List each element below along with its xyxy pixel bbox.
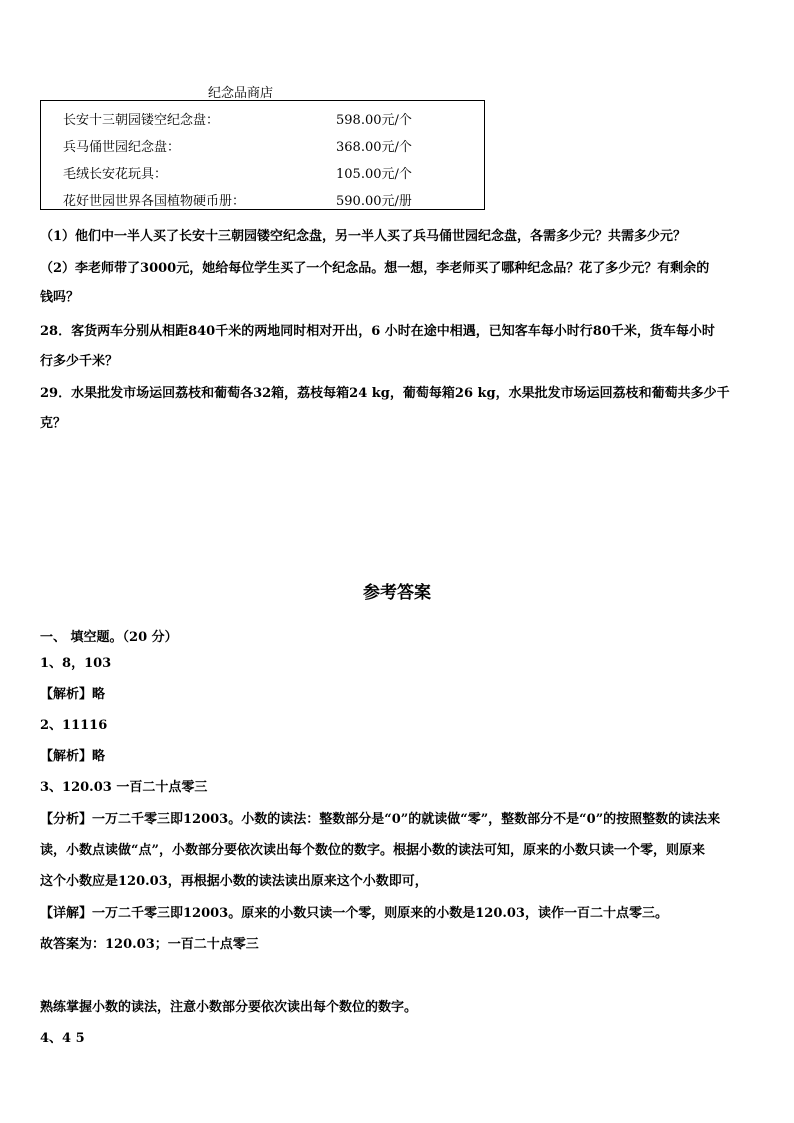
question-29-line-2: 克？ <box>40 416 67 431</box>
item-price: 368.00元/个 <box>336 140 412 155</box>
item-price: 105.00元/个 <box>336 167 412 182</box>
item-name: 毛绒长安花玩具： <box>63 167 168 182</box>
item-name: 兵马俑世园纪念盘： <box>63 140 181 155</box>
answer-3-detail: 【详解】一万二千零三即12003。原来的小数只读一个零，则原来的小数是120.03，读作一百二十点零三。 <box>40 906 668 921</box>
question-2-line-1: （2）李老师带了3000元，她给每位学生买了一个纪念品。想一想，李老师买了哪种纪念品？花了多少元？有剩余的 <box>40 261 710 276</box>
item-name: 花好世园世界各国植物硬币册： <box>63 194 246 209</box>
question-28-line-2: 行多少千米？ <box>40 354 119 369</box>
item-price: 590.00元/册 <box>336 194 412 209</box>
answer-3-analysis-line-1: 【分析】一万二千零三即12003。小数的读法：整数部分是“0”的就读做“零”，整数部分不是“0”的按照整数的读法来 <box>40 812 721 827</box>
item-price: 598.00元/个 <box>336 113 412 128</box>
answer-1-note: 【解析】略 <box>40 687 106 702</box>
answer-3-final: 故答案为：120.03；一百二十点零三 <box>40 937 259 952</box>
answer-2: 2、11116 <box>40 718 108 733</box>
question-2-line-2: 钱吗？ <box>40 290 80 305</box>
answer-3-analysis-line-3: 这个小数应是120.03，再根据小数的读法读出原来这个小数即可， <box>40 874 428 889</box>
section-heading: 一、 填空题。（20 分） <box>40 630 178 645</box>
question-28-line-1: 28．客货两车分别从相距840千米的两地同时相对开出，6 小时在途中相遇，已知客车每小时行80千米，货车每小时 <box>40 324 715 339</box>
answers-title: 参考答案 <box>363 583 431 603</box>
price-list-box <box>40 100 485 210</box>
answer-1: 1、8，103 <box>40 656 112 671</box>
shop-title: 纪念品商店 <box>208 86 274 101</box>
item-name: 长安十三朝园镂空纪念盘： <box>63 113 220 128</box>
question-1: （1）他们中一半人买了长安十三朝园镂空纪念盘，另一半人买了兵马俑世园纪念盘，各需多少元？共需多少元？ <box>40 229 687 244</box>
question-29-line-1: 29．水果批发市场运回荔枝和葡萄各32箱，荔枝每箱24 kg，葡萄每箱26 kg，水果批发市场运回荔枝和葡萄共多少千 <box>40 386 730 401</box>
answer-3: 3、120.03 一百二十点零三 <box>40 780 208 795</box>
answer-4: 4、4 5 <box>40 1031 85 1046</box>
answer-3-analysis-line-2: 读，小数点读做“点”，小数部分要依次读出每个数位的数字。根据小数的读法可知，原来的小数只读一个零，则原来 <box>40 843 705 858</box>
answer-2-note: 【解析】略 <box>40 749 106 764</box>
answer-3-tip: 熟练掌握小数的读法，注意小数部分要依次读出每个数位的数字。 <box>40 1000 418 1015</box>
